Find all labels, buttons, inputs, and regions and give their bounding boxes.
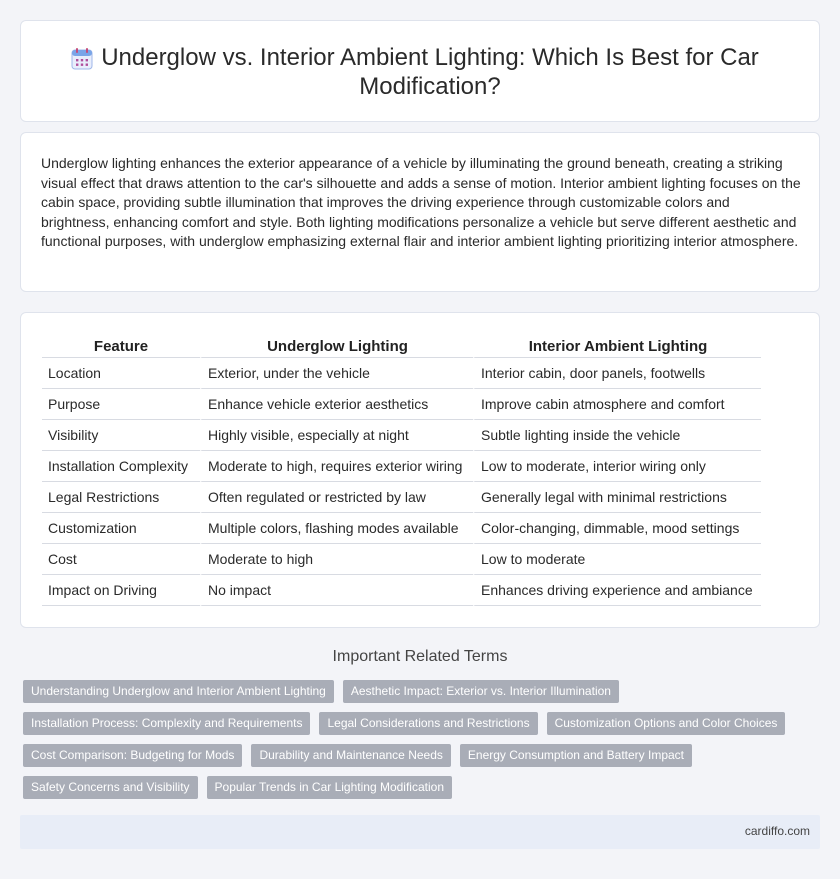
table-cell: Enhance vehicle exterior aesthetics <box>200 389 473 420</box>
header-card <box>20 20 820 122</box>
related-term-tag[interactable]: Safety Concerns and Visibility <box>23 776 198 799</box>
related-term-tag[interactable]: Cost Comparison: Budgeting for Mods <box>23 744 242 767</box>
table-cell: Multiple colors, flashing modes available <box>200 513 473 544</box>
table-cell: Highly visible, especially at night <box>200 420 473 451</box>
related-term-tag[interactable]: Customization Options and Color Choices <box>547 712 786 735</box>
column-header-feature: Feature <box>42 335 200 358</box>
table-cell: Location <box>42 358 200 389</box>
related-terms-tags <box>23 680 803 799</box>
table-cell: Moderate to high, requires exterior wiring <box>200 451 473 482</box>
table-cell: Customization <box>42 513 200 544</box>
table-row <box>42 420 761 451</box>
footer-site-link[interactable]: cardiffo.com <box>744 824 810 838</box>
comparison-table <box>42 335 761 606</box>
related-term-tag[interactable]: Legal Considerations and Restrictions <box>319 712 537 735</box>
footer <box>20 815 820 849</box>
related-term-tag[interactable]: Energy Consumption and Battery Impact <box>460 744 692 767</box>
table-cell: No impact <box>200 575 473 606</box>
table-cell: Enhances driving experience and ambiance <box>473 575 761 606</box>
table-cell: Improve cabin atmosphere and comfort <box>473 389 761 420</box>
related-term-tag[interactable]: Aesthetic Impact: Exterior vs. Interior Illumination <box>343 680 619 703</box>
intro-card <box>20 132 820 292</box>
table-cell: Impact on Driving <box>42 575 200 606</box>
table-row <box>42 575 761 606</box>
table-cell: Often regulated or restricted by law <box>200 482 473 513</box>
table-cell: Moderate to high <box>200 544 473 575</box>
table-cell: Low to moderate <box>473 544 761 575</box>
table-cell: Subtle lighting inside the vehicle <box>473 420 761 451</box>
table-row <box>42 451 761 482</box>
column-header-interior: Interior Ambient Lighting <box>473 335 761 358</box>
table-row <box>42 544 761 575</box>
table-cell: Installation Complexity <box>42 451 200 482</box>
related-term-tag[interactable]: Popular Trends in Car Lighting Modification <box>207 776 452 799</box>
column-header-underglow: Underglow Lighting <box>200 335 473 358</box>
comparison-table-card <box>20 312 820 628</box>
table-cell: Cost <box>42 544 200 575</box>
table-cell: Generally legal with minimal restrictions <box>473 482 761 513</box>
related-term-tag[interactable]: Understanding Underglow and Interior Ambient Lighting <box>23 680 334 703</box>
table-cell: Visibility <box>42 420 200 451</box>
table-cell: Low to moderate, interior wiring only <box>473 451 761 482</box>
table-row <box>42 389 761 420</box>
related-term-tag[interactable]: Installation Process: Complexity and Requirements <box>23 712 310 735</box>
table-cell: Legal Restrictions <box>42 482 200 513</box>
table-row <box>42 513 761 544</box>
table-row <box>42 482 761 513</box>
table-cell: Color-changing, dimmable, mood settings <box>473 513 761 544</box>
table-cell: Purpose <box>42 389 200 420</box>
table-row <box>42 358 761 389</box>
related-term-tag[interactable]: Durability and Maintenance Needs <box>251 744 450 767</box>
table-header-row <box>42 335 761 358</box>
table-cell: Exterior, under the vehicle <box>200 358 473 389</box>
table-cell: Interior cabin, door panels, footwells <box>473 358 761 389</box>
intro-paragraph: Underglow lighting enhances the exterior appearance of a vehicle by illuminating the ground beneath, creating a striking visual effect that draws attention to the car's silhouette and adds a sense of motion. Interior ambient lighting focuses on the cabin space, providing subtle illumination that improves the driving experience through customizable colors and brightness, enhancing comfort and style. Both lighting modifications personalize a vehicle but serve different aesthetic and functional purposes, with underglow emphasizing external flair and interior ambient lighting prioritizing interior atmosphere. <box>41 155 801 250</box>
page-title: Underglow vs. Interior Ambient Lighting: Which Is Best for Car Modification? <box>101 44 759 100</box>
related-terms-heading: Important Related Terms <box>332 648 508 665</box>
